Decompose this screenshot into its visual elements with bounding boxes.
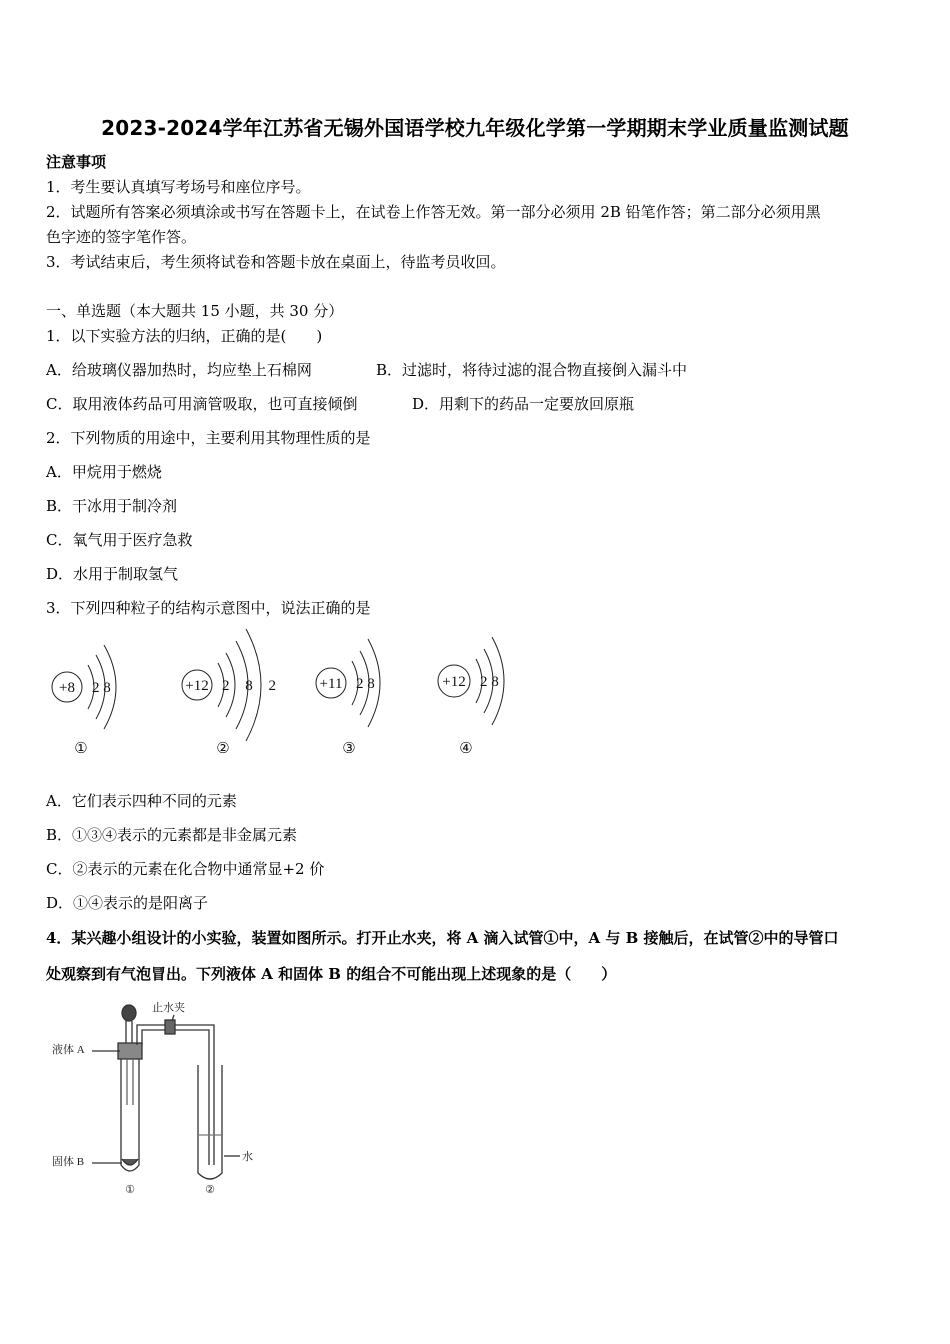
question-1-option-b: B．过滤时，将待过滤的混合物直接倒入漏斗中	[376, 361, 688, 379]
test-tube-2	[198, 1065, 222, 1179]
question-2-stem: 2．下列物质的用途中，主要利用其物理性质的是	[46, 429, 371, 447]
question-4-stem-line-2: 处观察到有气泡冒出。下列液体 A 和固体 B 的组合不可能出现上述现象的是（ ）	[46, 965, 617, 983]
section-heading: 一、单选题（本大题共 15 小题，共 30 分）	[46, 302, 344, 320]
test-tube-1	[121, 1059, 139, 1171]
notice-item: 色字迹的签字笔作答。	[46, 228, 197, 246]
question-3-option-b: B．①③④表示的元素都是非金属元素	[46, 826, 298, 844]
electron-counts: 2 8	[356, 676, 375, 692]
tube-1-label: ①	[125, 1184, 135, 1196]
delivery-tube	[137, 1025, 214, 1165]
electron-counts: 2 8 2	[222, 678, 282, 694]
diagram-label: ①	[74, 741, 88, 757]
question-3-option-d: D．①④表示的是阳离子	[46, 894, 209, 912]
notice-item: 2．试题所有答案必须填涂或书写在答题卡上，在试卷上作答无效。第一部分必须用 2B 铅笔作答；第二部分必须用黑	[46, 203, 821, 221]
nucleus-charge: +11	[319, 676, 343, 692]
question-3-option-a: A．它们表示四种不同的元素	[46, 792, 237, 810]
question-2-option-b: B．干冰用于制冷剂	[46, 497, 178, 515]
electron-counts: 2 8	[92, 680, 111, 696]
liquid-a-label: 液体 A	[52, 1044, 85, 1056]
question-4-stem-line-1: 4．某兴趣小组设计的小实验，装置如图所示。打开止水夹，将 A 滴入试管①中，A 与 B 接触后，在试管②中的导管口	[46, 929, 839, 947]
rubber-stopper	[118, 1043, 142, 1059]
diagram-label: ④	[459, 741, 473, 757]
page-title: 2023-2024学年江苏省无锡外国语学校九年级化学第一学期期末学业质量监测试题	[101, 116, 849, 140]
notice-item: 3．考试结束后，考生须将试卷和答题卡放在桌面上，待监考员收回。	[46, 253, 506, 271]
question-1-option-a: A．给玻璃仪器加热时，均应垫上石棉网	[46, 361, 312, 379]
nucleus-charge: +12	[185, 678, 209, 694]
electron-counts: 2 8	[480, 674, 499, 690]
tube-2-label: ②	[205, 1184, 215, 1196]
question-2-option-a: A．甲烷用于燃烧	[46, 463, 162, 481]
question-3-stem: 3．下列四种粒子的结构示意图中，说法正确的是	[46, 599, 371, 617]
clamp-label: 止水夹	[152, 1002, 185, 1014]
question-1-option-d: D．用剩下的药品一定要放回原瓶	[412, 395, 635, 413]
water-label: 水	[242, 1151, 253, 1163]
notice-item: 1．考生要认真填写考场号和座位序号。	[46, 178, 311, 196]
question-1-option-c: C．取用液体药品可用滴管吸取，也可直接倾倒	[46, 395, 358, 413]
question-3-option-c: C．②表示的元素在化合物中通常显+2 价	[46, 860, 325, 878]
stop-clamp	[165, 1020, 175, 1034]
experiment-apparatus-diagram	[48, 995, 288, 1205]
atomic-structure-diagrams	[40, 625, 600, 765]
question-2-option-d: D．水用于制取氢气	[46, 565, 179, 583]
question-1-stem: 1．以下实验方法的归纳，正确的是( )	[46, 327, 323, 345]
nucleus-charge: +12	[442, 674, 466, 690]
diagram-label: ③	[342, 741, 356, 757]
question-2-option-c: C．氧气用于医疗急救	[46, 531, 193, 549]
diagram-label: ②	[216, 741, 230, 757]
dropper-bulb	[122, 1005, 136, 1021]
solid-b-label: 固体 B	[52, 1156, 85, 1168]
nucleus-charge: +8	[59, 680, 75, 696]
solid-b	[122, 1159, 138, 1165]
notice-heading: 注意事项	[46, 153, 107, 171]
